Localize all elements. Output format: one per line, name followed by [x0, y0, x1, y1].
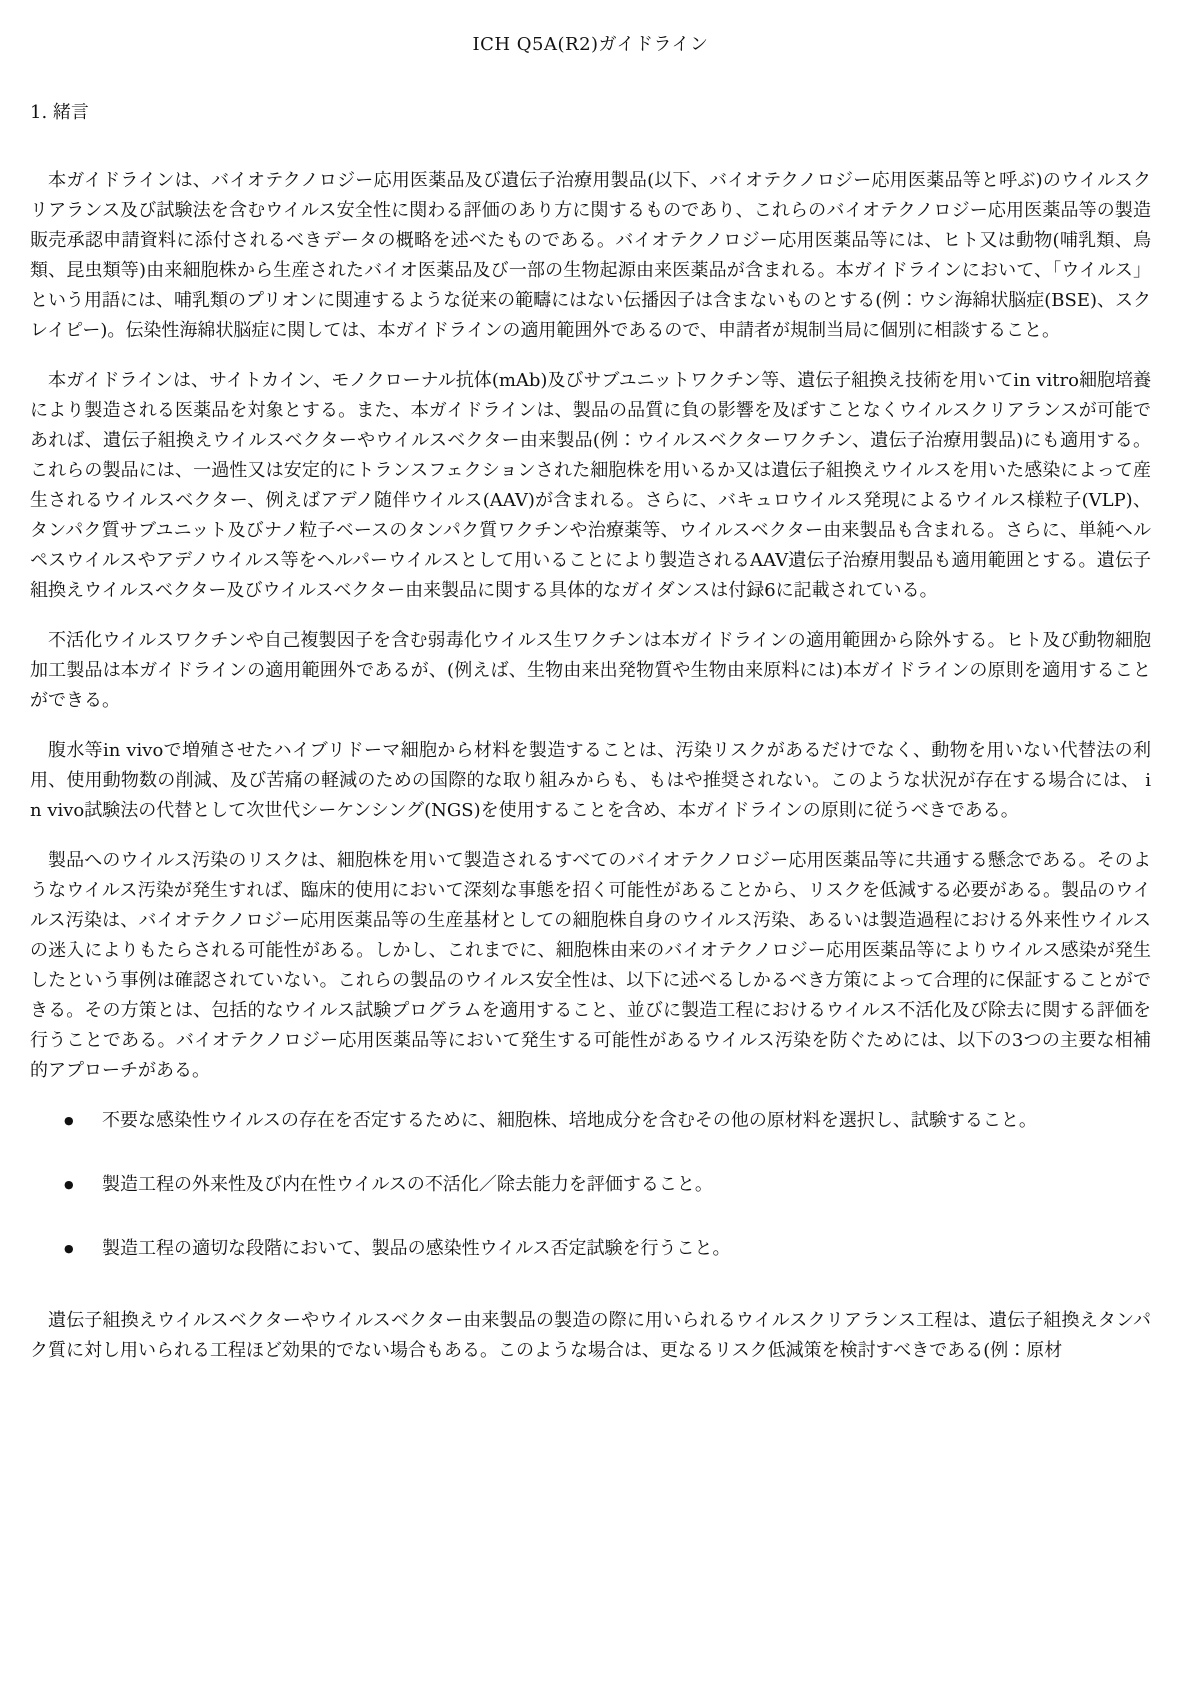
paragraph-in-vivo-hybridoma: 腹水等in vivoで増殖させたハイブリドーマ細胞から材料を製造することは、汚染リスクがあるだけでなく、動物を用いない代替法の利用、使用動物数の削減、及び苦痛の軽減のための国際的な取り組みからも、もはや推奨されない。このような状況が存在する場合には、 in vivo試験法の代替として次世代シーケンシング(NGS)を使用することを含め、本ガイドラインの原則に従うべきである。	[30, 740, 1151, 821]
bullet-text: 不要な感染性ウイルスの存在を否定するために、細胞株、培地成分を含むその他の原材料を選択し、試験すること。	[102, 1110, 1037, 1131]
document-title: ICH Q5A(R2)ガイドライン	[472, 34, 709, 55]
bullet-item-test-product	[30, 1234, 1151, 1264]
paragraph-scope-overview: 本ガイドラインは、バイオテクノロジー応用医薬品及び遺伝子治療用製品(以下、バイオテクノロジー応用医薬品等と呼ぶ)のウイルスクリアランス及び試験法を含むウイルス安全性に関わる評価のあり方に関するものであり、これらのバイオテクノロジー応用医薬品等の製造販売承認申請資料に添付されるべきデータの概略を述べたものである。バイオテクノロジー応用医薬品等には、ヒト又は動物(哺乳類、鳥類、昆虫類等)由来細胞株から生産されたバイオ医薬品及び一部の生物起源由来医薬品が含まれる。本ガイドラインにおいて、「ウイルス」という用語には、哺乳類のプリオンに関連するような従来の範疇にはない伝播因子は含まないものとする(例：ウシ海綿状脳症(BSE)、スクレイピー)。伝染性海綿状脳症に関しては、本ガイドラインの適用範囲外であるので、申請者が規制当局に個別に相談すること。	[30, 170, 1151, 341]
bullet-item-evaluate-clearance	[30, 1170, 1151, 1200]
paragraph-vector-clearance: 遺伝子組換えウイルスベクターやウイルスベクター由来製品の製造の際に用いられるウイルスクリアランス工程は、遺伝子組換えタンパク質に対し用いられる工程ほど効果的でない場合もある。このような場合は、更なるリスク低減策を検討すべきである(例：原材	[30, 1310, 1151, 1361]
bullet-text: 製造工程の適切な段階において、製品の感染性ウイルス否定試験を行うこと。	[102, 1238, 731, 1259]
bullet-icon: ●	[64, 1178, 74, 1191]
paragraph-contamination-risk: 製品へのウイルス汚染のリスクは、細胞株を用いて製造されるすべてのバイオテクノロジー応用医薬品等に共通する懸念である。そのようなウイルス汚染が発生すれば、臨床的使用において深刻な事態を招く可能性があることから、リスクを低減する必要がある。製品のウイルス汚染は、バイオテクノロジー応用医薬品等の生産基材としての細胞株自身のウイルス汚染、あるいは製造過程における外来性ウイルスの迷入によりもたらされる可能性がある。しかし、これまでに、細胞株由来のバイオテクノロジー応用医薬品等によりウイルス感染が発生したという事例は確認されていない。これらの製品のウイルス安全性は、以下に述べるしかるべき方策によって合理的に保証することができる。その方策とは、包括的なウイルス試験プログラムを適用すること、並びに製造工程におけるウイルス不活化及び除去に関する評価を行うことである。バイオテクノロジー応用医薬品等において発生する可能性があるウイルス汚染を防ぐためには、以下の3つの主要な相補的アプローチがある。	[30, 850, 1151, 1081]
bullet-item-select-and-test	[30, 1106, 1151, 1136]
paragraph-applicable-products: 本ガイドラインは、サイトカイン、モノクローナル抗体(mAb)及びサブユニットワクチン等、遺伝子組換え技術を用いてin vitro細胞培養により製造される医薬品を対象とする。また、本ガイドラインは、製品の品質に負の影響を及ぼすことなくウイルスクリアランスが可能であれば、遺伝子組換えウイルスベクターやウイルスベクター由来製品(例：ウイルスベクターワクチン、遺伝子治療用製品)にも適用する。これらの製品には、一過性又は安定的にトランスフェクションされた細胞株を用いるか又は遺伝子組換えウイルスを用いた感染によって産生されるウイルスベクター、例えばアデノ随伴ウイルス(AAV)が含まれる。さらに、バキュロウイルス発現によるウイルス様粒子(VLP)、タンパク質サブユニット及びナノ粒子ベースのタンパク質ワクチンや治療薬等、ウイルスベクター由来製品も含まれる。さらに、単純ヘルペスウイルスやアデノウイルス等をヘルパーウイルスとして用いることにより製造されるAAV遺伝子治療用製品も適用範囲とする。遺伝子組換えウイルスベクター及びウイルスベクター由来製品に関する具体的なガイダンスは付録6に記載されている。	[30, 370, 1151, 601]
bullet-text: 製造工程の外来性及び内在性ウイルスの不活化／除去能力を評価すること。	[102, 1174, 713, 1195]
bullet-icon: ●	[64, 1114, 74, 1127]
approach-bullet-list	[30, 1106, 1151, 1264]
paragraph-exclusions: 不活化ウイルスワクチンや自己複製因子を含む弱毒化ウイルス生ワクチンは本ガイドラインの適用範囲から除外する。ヒト及び動物細胞加工製品は本ガイドラインの適用範囲外であるが、(例えば、生物由来出発物質や生物由来原料には)本ガイドラインの原則を適用することができる。	[30, 630, 1151, 711]
section-heading: 1. 緒言	[30, 102, 89, 123]
bullet-icon: ●	[64, 1242, 74, 1255]
